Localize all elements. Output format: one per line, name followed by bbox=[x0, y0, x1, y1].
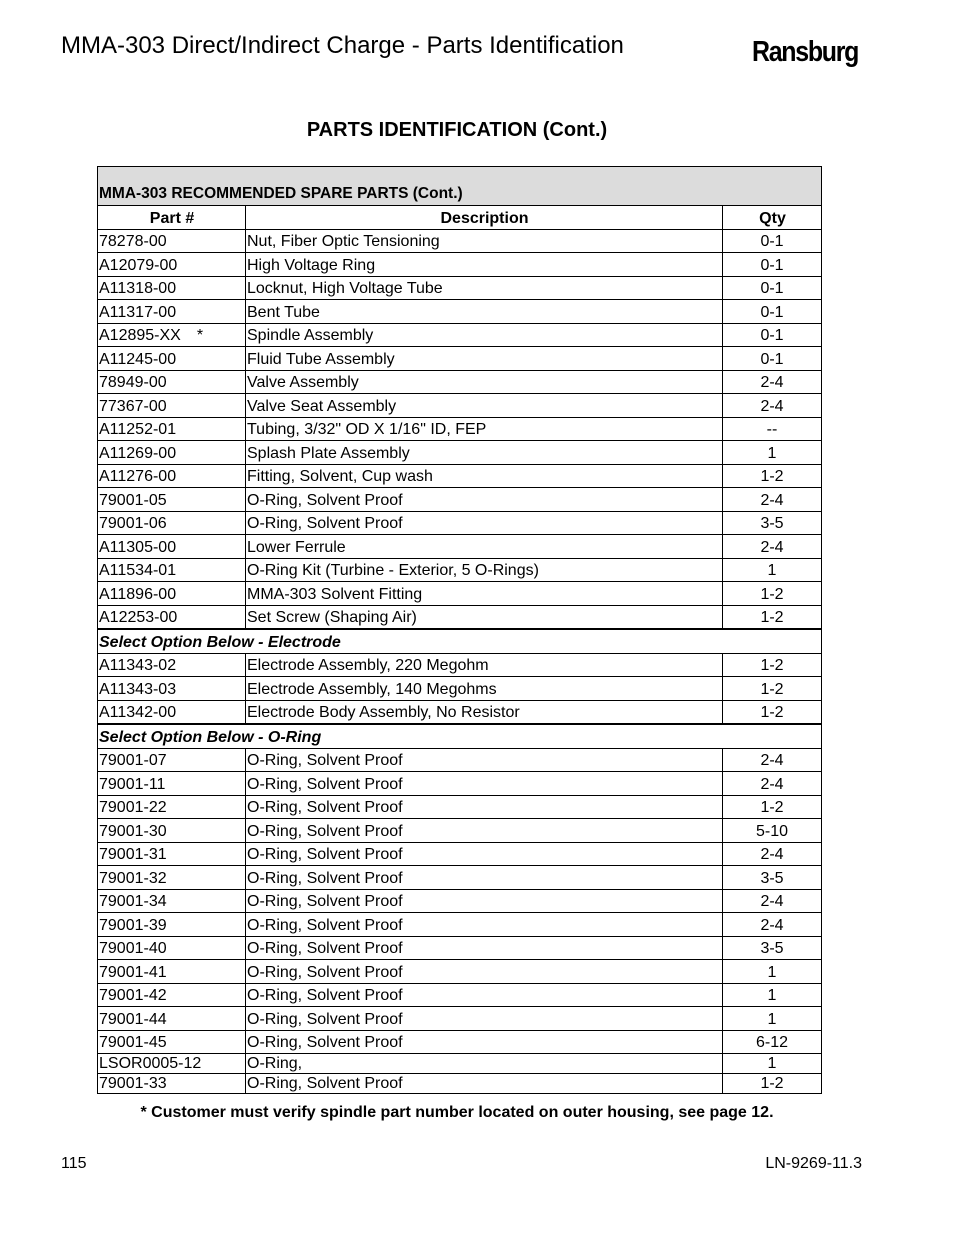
description-cell: MMA-303 Solvent Fitting bbox=[246, 582, 723, 606]
qty-cell: 1 bbox=[723, 558, 822, 582]
table-row bbox=[98, 582, 822, 606]
part-number: 79001-05 bbox=[99, 491, 167, 509]
table-row bbox=[98, 394, 822, 418]
part-number-cell bbox=[98, 441, 246, 465]
qty-cell: 5-10 bbox=[723, 819, 822, 843]
part-number-cell bbox=[98, 1074, 246, 1094]
table-row bbox=[98, 605, 822, 629]
part-number: 79001-33 bbox=[99, 1075, 167, 1092]
part-number-cell bbox=[98, 819, 246, 843]
table-row bbox=[98, 700, 822, 724]
part-number: 79001-40 bbox=[99, 940, 167, 957]
part-number-cell bbox=[98, 347, 246, 371]
description-cell: O-Ring Kit (Turbine - Exterior, 5 O-Rings) bbox=[246, 558, 723, 582]
qty-cell: 3-5 bbox=[723, 936, 822, 960]
part-number-cell bbox=[98, 866, 246, 890]
table-row bbox=[98, 913, 822, 937]
part-number: 79001-45 bbox=[99, 1034, 167, 1051]
table-row bbox=[98, 558, 822, 582]
qty-cell: 1 bbox=[723, 1007, 822, 1031]
description-cell: Electrode Assembly, 140 Megohms bbox=[246, 677, 723, 701]
option-group-row bbox=[98, 629, 822, 653]
description-cell: Spindle Assembly bbox=[246, 323, 723, 347]
table-row bbox=[98, 417, 822, 441]
part-number: 79001-34 bbox=[99, 893, 167, 910]
qty-cell: 1-2 bbox=[723, 582, 822, 606]
option-group-label: Select Option Below - Electrode bbox=[98, 629, 822, 653]
part-number-cell bbox=[98, 913, 246, 937]
qty-cell: 1 bbox=[723, 960, 822, 984]
qty-cell: 1-2 bbox=[723, 605, 822, 629]
footnote: * Customer must verify spindle part number located on outer housing, see page 12. bbox=[140, 1104, 774, 1121]
qty-cell: 2-4 bbox=[723, 913, 822, 937]
qty-cell: 2-4 bbox=[723, 842, 822, 866]
part-number: A11534-01 bbox=[99, 562, 177, 579]
description-cell: Set Screw (Shaping Air) bbox=[246, 605, 723, 629]
qty-cell: 0-1 bbox=[723, 229, 822, 253]
part-number-cell bbox=[98, 700, 246, 724]
column-header-description: Description bbox=[246, 206, 723, 230]
qty-cell: 3-5 bbox=[723, 511, 822, 535]
part-number: A11269-00 bbox=[99, 444, 177, 462]
qty-cell: 0-1 bbox=[723, 300, 822, 324]
description-cell: Fitting, Solvent, Cup wash bbox=[246, 464, 723, 488]
part-number-cell bbox=[98, 511, 246, 535]
table-row bbox=[98, 1074, 822, 1094]
qty-cell: 2-4 bbox=[723, 748, 822, 772]
table-row bbox=[98, 300, 822, 324]
table-row bbox=[98, 511, 822, 535]
part-number-cell bbox=[98, 464, 246, 488]
qty-cell: 1-2 bbox=[723, 1074, 822, 1094]
part-number: A12079-00 bbox=[99, 256, 178, 274]
table-row bbox=[98, 276, 822, 300]
qty-cell: 0-1 bbox=[723, 253, 822, 277]
part-number-cell bbox=[98, 605, 246, 629]
qty-cell: -- bbox=[723, 417, 822, 441]
qty-cell: 2-4 bbox=[723, 394, 822, 418]
table-row bbox=[98, 1054, 822, 1074]
qty-cell: 1-2 bbox=[723, 653, 822, 677]
description-cell: O-Ring, Solvent Proof bbox=[246, 1074, 723, 1094]
table-row bbox=[98, 253, 822, 277]
part-number: 79001-06 bbox=[99, 515, 167, 532]
part-number: 79001-39 bbox=[99, 916, 167, 934]
description-cell: O-Ring, Solvent Proof bbox=[246, 866, 723, 890]
qty-cell: 6-12 bbox=[723, 1030, 822, 1054]
description-cell: Electrode Body Assembly, No Resistor bbox=[246, 700, 723, 724]
table-row bbox=[98, 677, 822, 701]
part-number: 77367-00 bbox=[99, 397, 167, 415]
description-cell: Tubing, 3/32" OD X 1/16" ID, FEP bbox=[246, 417, 723, 441]
qty-cell: 1-2 bbox=[723, 677, 822, 701]
table-row bbox=[98, 653, 822, 677]
part-number-cell bbox=[98, 889, 246, 913]
table-row bbox=[98, 1007, 822, 1031]
description-cell: Lower Ferrule bbox=[246, 535, 723, 559]
part-number: A11245-00 bbox=[99, 350, 177, 368]
qty-cell: 1-2 bbox=[723, 795, 822, 819]
description-cell: O-Ring, bbox=[246, 1054, 723, 1074]
part-number: 78278-00 bbox=[99, 233, 167, 250]
description-cell: Valve Seat Assembly bbox=[246, 394, 723, 418]
part-number: A12895-XX bbox=[99, 327, 181, 344]
part-number: 78949-00 bbox=[99, 374, 167, 391]
description-cell: O-Ring, Solvent Proof bbox=[246, 748, 723, 772]
table-row bbox=[98, 842, 822, 866]
qty-cell: 1 bbox=[723, 983, 822, 1007]
qty-cell: 2-4 bbox=[723, 535, 822, 559]
description-cell: O-Ring, Solvent Proof bbox=[246, 1030, 723, 1054]
description-cell: Bent Tube bbox=[246, 300, 723, 324]
table-row bbox=[98, 464, 822, 488]
part-number: A11317-00 bbox=[99, 303, 177, 321]
part-number: 79001-30 bbox=[99, 822, 167, 840]
table-row bbox=[98, 229, 822, 253]
part-number-cell bbox=[98, 394, 246, 418]
part-number: 79001-44 bbox=[99, 1010, 167, 1028]
table-row bbox=[98, 866, 822, 890]
part-number-cell bbox=[98, 936, 246, 960]
part-number-cell bbox=[98, 653, 246, 677]
part-number: 79001-42 bbox=[99, 987, 167, 1004]
table-row bbox=[98, 795, 822, 819]
description-cell: Nut, Fiber Optic Tensioning bbox=[246, 229, 723, 253]
part-number: LSOR0005-12 bbox=[99, 1055, 202, 1072]
table-row bbox=[98, 323, 822, 347]
part-number-cell bbox=[98, 417, 246, 441]
option-group-row bbox=[98, 724, 822, 748]
description-cell: O-Ring, Solvent Proof bbox=[246, 913, 723, 937]
part-number: 79001-41 bbox=[99, 963, 167, 981]
part-number-cell bbox=[98, 1054, 246, 1074]
document-number: LN-9269-11.3 bbox=[765, 1155, 862, 1172]
table-row bbox=[98, 983, 822, 1007]
table-row bbox=[98, 1030, 822, 1054]
document-title: MMA-303 Direct/Indirect Charge - Parts Identification bbox=[61, 32, 624, 59]
qty-cell: 1-2 bbox=[723, 700, 822, 724]
description-cell: O-Ring, Solvent Proof bbox=[246, 772, 723, 796]
description-cell: O-Ring, Solvent Proof bbox=[246, 889, 723, 913]
table-row bbox=[98, 441, 822, 465]
qty-cell: 0-1 bbox=[723, 276, 822, 300]
description-cell: Valve Assembly bbox=[246, 370, 723, 394]
description-cell: Splash Plate Assembly bbox=[246, 441, 723, 465]
table-row bbox=[98, 748, 822, 772]
qty-cell: 3-5 bbox=[723, 866, 822, 890]
part-number-cell bbox=[98, 558, 246, 582]
part-number: A11343-03 bbox=[99, 680, 177, 698]
part-number-cell bbox=[98, 748, 246, 772]
part-number: A11252-01 bbox=[99, 421, 177, 438]
part-number-cell bbox=[98, 535, 246, 559]
part-number-cell bbox=[98, 960, 246, 984]
part-number-cell bbox=[98, 582, 246, 606]
description-cell: O-Ring, Solvent Proof bbox=[246, 936, 723, 960]
spare-parts-table bbox=[97, 166, 822, 1094]
option-group-label: Select Option Below - O-Ring bbox=[98, 724, 822, 748]
table-row bbox=[98, 347, 822, 371]
column-header-part: Part # bbox=[98, 206, 246, 230]
part-number-cell bbox=[98, 842, 246, 866]
column-header-qty: Qty bbox=[723, 206, 822, 230]
qty-cell: 1 bbox=[723, 441, 822, 465]
part-number-cell bbox=[98, 323, 246, 347]
part-number: 79001-32 bbox=[99, 869, 167, 887]
page-number: 115 bbox=[61, 1155, 87, 1172]
part-number-cell bbox=[98, 229, 246, 253]
table-row bbox=[98, 370, 822, 394]
description-cell: O-Ring, Solvent Proof bbox=[246, 819, 723, 843]
part-number-cell bbox=[98, 300, 246, 324]
part-number-cell bbox=[98, 276, 246, 300]
part-number: A11305-00 bbox=[99, 538, 177, 556]
ransburg-logo: Ransburg bbox=[752, 36, 859, 68]
qty-cell: 2-4 bbox=[723, 772, 822, 796]
table-row bbox=[98, 960, 822, 984]
table-row bbox=[98, 936, 822, 960]
part-number: 79001-07 bbox=[99, 752, 167, 769]
description-cell: O-Ring, Solvent Proof bbox=[246, 983, 723, 1007]
qty-cell: 0-1 bbox=[723, 323, 822, 347]
table-banner-row bbox=[98, 167, 822, 206]
table-row bbox=[98, 772, 822, 796]
table-row bbox=[98, 889, 822, 913]
part-number: A11276-00 bbox=[99, 468, 177, 485]
description-cell: O-Ring, Solvent Proof bbox=[246, 842, 723, 866]
footnote-marker: * bbox=[196, 327, 204, 344]
part-number-cell bbox=[98, 772, 246, 796]
description-cell: O-Ring, Solvent Proof bbox=[246, 511, 723, 535]
qty-cell: 0-1 bbox=[723, 347, 822, 371]
table-banner: MMA-303 RECOMMENDED SPARE PARTS (Cont.) bbox=[98, 167, 822, 206]
description-cell: O-Ring, Solvent Proof bbox=[246, 960, 723, 984]
part-number: A11343-02 bbox=[99, 657, 177, 674]
description-cell: O-Ring, Solvent Proof bbox=[246, 795, 723, 819]
part-number: A12253-00 bbox=[99, 609, 178, 626]
qty-cell: 1 bbox=[723, 1054, 822, 1074]
part-number-cell bbox=[98, 370, 246, 394]
part-number-cell bbox=[98, 795, 246, 819]
description-cell: High Voltage Ring bbox=[246, 253, 723, 277]
table-row bbox=[98, 819, 822, 843]
part-number: 79001-11 bbox=[99, 775, 166, 793]
part-number-cell bbox=[98, 488, 246, 512]
part-number: A11318-00 bbox=[99, 280, 177, 297]
part-number: 79001-31 bbox=[99, 846, 167, 863]
part-number-cell bbox=[98, 1030, 246, 1054]
table-header-row bbox=[98, 206, 822, 230]
description-cell: O-Ring, Solvent Proof bbox=[246, 1007, 723, 1031]
part-number: 79001-22 bbox=[99, 799, 167, 816]
qty-cell: 1-2 bbox=[723, 464, 822, 488]
description-cell: Fluid Tube Assembly bbox=[246, 347, 723, 371]
qty-cell: 2-4 bbox=[723, 370, 822, 394]
part-number-cell bbox=[98, 983, 246, 1007]
part-number-cell bbox=[98, 253, 246, 277]
qty-cell: 2-4 bbox=[723, 889, 822, 913]
part-number: A11342-00 bbox=[99, 704, 177, 721]
section-title: PARTS IDENTIFICATION (Cont.) bbox=[306, 119, 608, 141]
description-cell: O-Ring, Solvent Proof bbox=[246, 488, 723, 512]
part-number: A11896-00 bbox=[99, 585, 177, 603]
part-number-cell bbox=[98, 1007, 246, 1031]
table-row bbox=[98, 488, 822, 512]
description-cell: Electrode Assembly, 220 Megohm bbox=[246, 653, 723, 677]
part-number-cell bbox=[98, 677, 246, 701]
description-cell: Locknut, High Voltage Tube bbox=[246, 276, 723, 300]
qty-cell: 2-4 bbox=[723, 488, 822, 512]
table-row bbox=[98, 535, 822, 559]
